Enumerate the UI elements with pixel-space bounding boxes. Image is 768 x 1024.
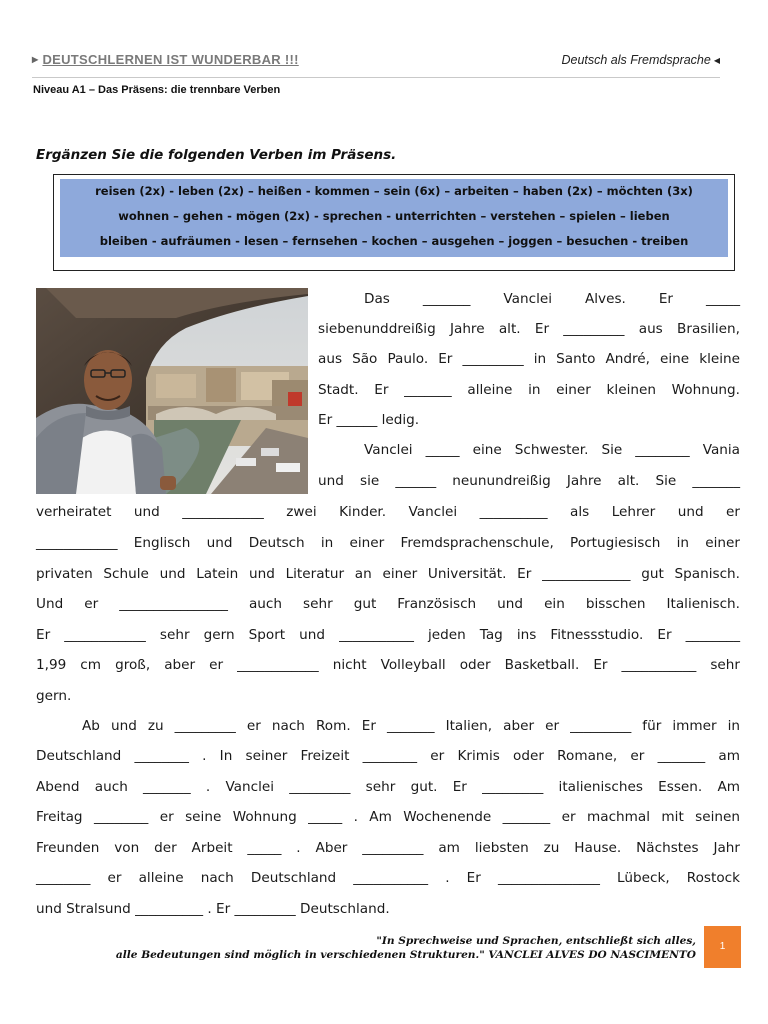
level-subtitle: Niveau A1 – Das Präsens: die trennbare Verben [33, 84, 281, 96]
text-line: Freitag ________ er seine Wohnung _____ . Am Wochenende _______ er machmal mit seinen [36, 809, 740, 825]
text-line: Er ______ ledig. [318, 412, 420, 428]
verb-line: bleiben - aufräumen - lesen – fernsehen – kochen – ausgehen – joggen – besuchen - treiben [99, 234, 689, 248]
text-line: Das _______ Vanclei Alves. Er _____ [364, 291, 740, 307]
text-line: Stadt. Er _______ alleine in einer kleinen Wohnung. [318, 382, 740, 398]
text-line: Deutschland ________ . In seiner Freizeit ________ er Krimis oder Romane, er _______ am [36, 748, 740, 764]
text-line: Freunden von der Arbeit _____ . Aber _________ am liebsten zu Hause. Nächstes Jahr [36, 840, 740, 856]
text-line: siebenunddreißig Jahre alt. Er _________ aus Brasilien, [318, 321, 740, 337]
verb-line: reisen (2x) - leben (2x) – heißen - kommen – sein (6x) – arbeiten – haben (2x) – möchten (3x) [95, 184, 693, 198]
text-line: gern. [36, 688, 72, 704]
page-number: 1 [704, 926, 741, 968]
task-instruction: Ergänzen Sie die folgenden Verben im Präsens. [36, 147, 397, 163]
photo-illustration [36, 288, 308, 494]
triangle-left-icon: ◀ [713, 56, 720, 65]
footer-quote-line: alle Bedeutungen sind möglich in verschiedenen Strukturen." VANCLEI ALVES DO NASCIMENTO [115, 949, 696, 961]
text-line: verheiratet und ____________ zwei Kinder. Vanclei __________ als Lehrer und er [36, 504, 740, 520]
text-line: und Stralsund __________ . Er _________ Deutschland. [36, 901, 390, 917]
text-line: Abend auch _______ . Vanclei _________ sehr gut. Er _________ italienisches Essen. Am [36, 779, 740, 795]
triangle-right-icon: ▶ [32, 55, 39, 64]
portrait-photo [36, 288, 308, 494]
footer-quote-line: "In Sprechweise und Sprachen, entschließt sich alles, [376, 935, 696, 947]
text-line: ________ er alleine nach Deutschland ___________ . Er _______________ Lübeck, Rostock [36, 870, 740, 886]
text-line: Ab und zu _________ er nach Rom. Er _______ Italien, aber er _________ für immer in [82, 718, 740, 734]
footer-quote [116, 934, 696, 962]
text-line: ____________ Englisch und Deutsch in einer Fremdsprachenschule, Portugiesisch in einer [36, 535, 740, 551]
text-line: 1,99 cm groß, aber er ____________ nicht Volleyball oder Basketball. Er ___________ sehr [36, 657, 740, 673]
text-line: aus São Paulo. Er _________ in Santo André, eine kleine [318, 351, 740, 367]
text-line: Er ____________ sehr gern Sport und ___________ jeden Tag ins Fitnessstudio. Er ________ [36, 627, 740, 643]
text-line: und sie ______ neunundreißig Jahre alt. Sie _______ [318, 473, 740, 489]
verb-box [53, 174, 735, 271]
text-line: Vanclei _____ eine Schwester. Sie ________ Vania [364, 442, 740, 458]
header-left-title-wrap [32, 52, 299, 67]
verb-line: wohnen – gehen - mögen (2x) - sprechen - unterrichten – verstehen – spielen – lieben [118, 209, 670, 223]
header-right-title: Deutsch als Fremdsprache [561, 53, 711, 67]
page-header [32, 52, 720, 78]
header-left-title: DEUTSCHLERNEN IST WUNDERBAR !!! [42, 52, 299, 67]
verb-box-fill [60, 179, 728, 257]
text-line: Und er ________________ auch sehr gut Französisch und ein bisschen Italienisch. [36, 596, 740, 612]
header-right-title-wrap [561, 53, 720, 67]
text-line: privaten Schule und Latein und Literatur an einer Universität. Er _____________ gut Spanisch. [36, 566, 740, 582]
